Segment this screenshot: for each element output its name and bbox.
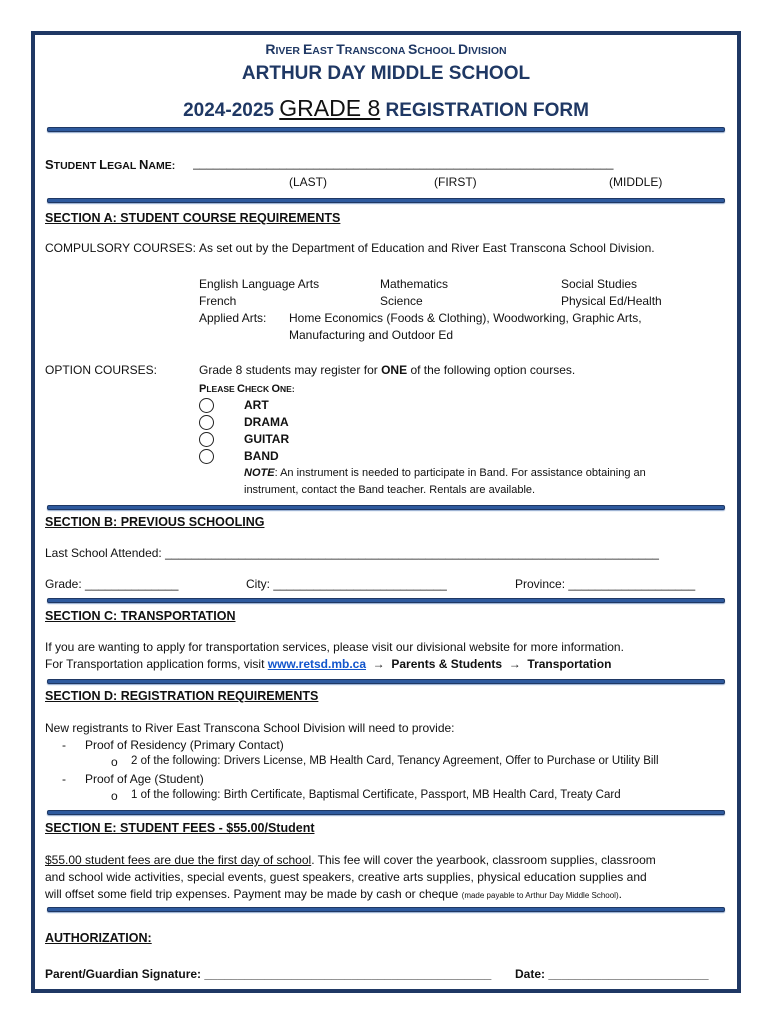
circle-bullet: o [111, 789, 118, 803]
section-d-title: SECTION D: REGISTRATION REQUIREMENTS [45, 689, 319, 703]
student-name-label: STUDENT LEGAL NAME: [45, 157, 176, 172]
school-name: ARTHUR DAY MIDDLE SCHOOL [241, 63, 531, 84]
requirement-sub-item: 2 of the following: Drivers License, MB Health Card, Tenancy Agreement, Offer to Purchase or Utility Bill [131, 755, 659, 767]
course-item: Physical Ed/Health [561, 294, 662, 308]
date-field[interactable]: Date: ________________________ [515, 967, 709, 981]
course-item: English Language Arts [199, 277, 320, 291]
city-field[interactable]: City: __________________________ [246, 577, 447, 591]
fees-text: $55.00 student fees are due the first day of school. This fee will cover the yearbook, classroom supplies, classroom [45, 853, 656, 867]
form-frame [31, 31, 741, 993]
guitar-radio[interactable] [199, 432, 214, 447]
option-art: ART [244, 398, 269, 412]
compulsory-courses-label: COMPULSORY COURSES: [45, 241, 196, 255]
dash-bullet: - [62, 772, 66, 786]
applied-arts-list: Manufacturing and Outdoor Ed [289, 328, 454, 342]
transportation-link-line: For Transportation application forms, visit www.retsd.mb.ca → Parents & Students → Transportation [45, 657, 612, 671]
divider-bar [47, 679, 725, 684]
applied-arts-list: Home Economics (Foods & Clothing), Woodworking, Graphic Arts, [289, 311, 642, 325]
drama-radio[interactable] [199, 415, 214, 430]
divider-bar [47, 598, 725, 603]
student-name-field[interactable]: _______________________________________________________________ [193, 156, 614, 170]
applied-arts-label: Applied Arts: [199, 311, 267, 325]
form-title: 2024-2025 GRADE 8 REGISTRATION FORM [183, 95, 589, 121]
band-radio[interactable] [199, 449, 214, 464]
transportation-info: If you are wanting to apply for transportation services, please visit our divisional website for more information. [45, 640, 624, 654]
section-e-title: SECTION E: STUDENT FEES - $55.00/Student [45, 821, 315, 835]
dash-bullet: - [62, 738, 66, 752]
division-name: RIVER EAST TRANSCONA SCHOOL DIVISION [265, 41, 507, 57]
course-item: Mathematics [380, 277, 449, 291]
divider-bar [47, 505, 725, 510]
option-drama: DRAMA [244, 415, 289, 429]
grade-label: GRADE 8 [279, 95, 381, 121]
compulsory-courses-text: As set out by the Department of Education and River East Transcona School Division. [199, 241, 655, 255]
circle-bullet: o [111, 755, 118, 769]
option-courses-text: Grade 8 students may register for ONE of the following option courses. [199, 363, 576, 377]
requirement-sub-item: 1 of the following: Birth Certificate, Baptismal Certificate, Passport, MB Health Card, Treaty Card [131, 789, 621, 801]
grade-field[interactable]: Grade: ______________ [45, 577, 179, 591]
divider-bar [47, 127, 725, 132]
section-b-title: SECTION B: PREVIOUS SCHOOLING [45, 515, 265, 529]
divider-bar [47, 907, 725, 912]
authorization-title: AUTHORIZATION: [45, 931, 152, 945]
band-note: NOTE: An instrument is needed to participate in Band. For assistance obtaining an [244, 467, 646, 479]
option-courses-label: OPTION COURSES: [45, 363, 158, 377]
option-band: BAND [244, 449, 279, 463]
arrow-icon: → [502, 657, 528, 671]
requirements-intro: New registrants to River East Transcona School Division will need to provide: [45, 721, 455, 735]
fees-text: and school wide activities, special events, guest speakers, creative arts supplies, physical education supplies and [45, 870, 647, 884]
course-item: French [199, 294, 237, 308]
band-note-cont: instrument, contact the Band teacher. Rentals are available. [244, 484, 536, 496]
last-name-caption: (LAST) [289, 175, 328, 189]
section-c-title: SECTION C: TRANSPORTATION [45, 609, 236, 623]
section-a-title: SECTION A: STUDENT COURSE REQUIREMENTS [45, 211, 341, 225]
requirement-item: Proof of Age (Student) [85, 772, 204, 786]
retsd-website-link[interactable]: www.retsd.mb.ca [267, 657, 367, 671]
middle-name-caption: (MIDDLE) [609, 175, 663, 189]
first-name-caption: (FIRST) [434, 175, 477, 189]
requirement-item: Proof of Residency (Primary Contact) [85, 738, 284, 752]
divider-bar [47, 810, 725, 815]
divider-bar [47, 198, 725, 203]
last-school-field[interactable]: Last School Attended: __________________________________________________________________________ [45, 546, 659, 560]
art-radio[interactable] [199, 398, 214, 413]
please-check-one: PLEASE CHECK ONE: [199, 383, 295, 395]
fees-text: will offset some field trip expenses. Payment may be made by cash or cheque (made payable to Arthur Day Middle School). [45, 887, 622, 901]
course-item: Science [380, 294, 423, 308]
province-field[interactable]: Province: ___________________ [515, 577, 696, 591]
guardian-signature-field[interactable]: Parent/Guardian Signature: ___________________________________________ [45, 967, 492, 981]
arrow-icon: → [366, 657, 392, 671]
option-guitar: GUITAR [244, 432, 290, 446]
course-item: Social Studies [561, 277, 638, 291]
